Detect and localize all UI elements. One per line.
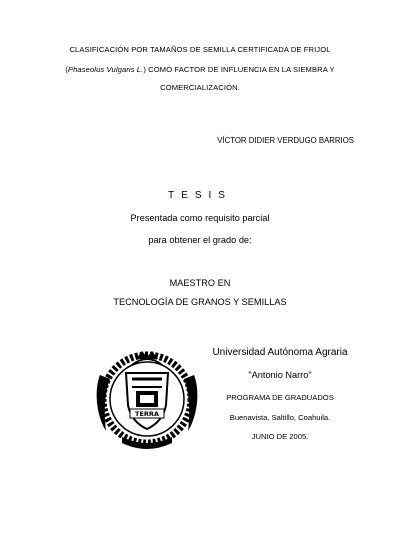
- program-name: PROGRAMA DE GRADUADOS: [226, 393, 334, 402]
- seal-text: TERRA: [135, 410, 159, 418]
- degree-line-2: TECNOLOGÍA DE GRANOS Y SEMILLAS: [113, 297, 287, 307]
- title-line-2-rest: ) COMO FACTOR DE INFLUENCIA EN LA SIEMBRA Y: [143, 65, 335, 74]
- university-name: Universidad Autónoma Agraria: [212, 347, 348, 358]
- title-line-1: CLASIFICACIÓN POR TAMAÑOS DE SEMILLA CERTIFICADA DE FRIJOL: [69, 45, 331, 54]
- title-line-3: COMERCIALIZACIÓN.: [160, 83, 240, 92]
- requirement-line-1: Presentada como requisito parcial: [130, 213, 270, 223]
- location: Buenavista, Saltillo, Coahuila.: [229, 413, 331, 422]
- date: JUNIO DE 2005.: [251, 432, 309, 441]
- title-paren-open: (: [65, 65, 68, 74]
- title-line-2: [0, 65, 400, 74]
- species-name: Phaseolus Vulgaris L.: [67, 65, 144, 74]
- university-subname: "Antonio Narro": [248, 370, 312, 380]
- author-name: VÍCTOR DIDIER VERDUGO BARRIOS: [217, 136, 354, 145]
- thesis-label: TESIS: [168, 190, 232, 201]
- university-seal-icon: [92, 345, 202, 453]
- degree-line-1: MAESTRO EN: [169, 278, 231, 288]
- requirement-line-2: para obtener el grado de:: [148, 235, 252, 245]
